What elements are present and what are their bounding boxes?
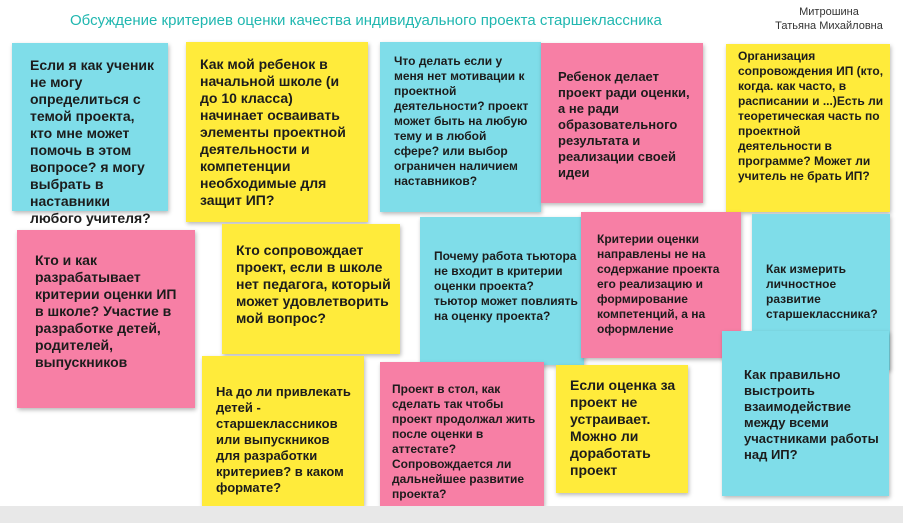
- sticky-note[interactable]: [581, 212, 741, 358]
- sticky-note-text: Критерии оценки направлены не на содержание проекта его реализацию и формирование компетенций, а на оформление: [597, 232, 720, 336]
- sticky-note-text: Если оценка за проект не устраивает. Можно ли доработать проект: [570, 377, 676, 478]
- sticky-note-text: Организация сопровождения ИП (кто, когда. как часто, в расписании и ...)Есть ли теоретическая часть по проектной деятельности в программе? Может ли учитель не брать ИП?: [738, 49, 884, 183]
- sticky-note-text: Как правильно выстроить взаимодействие между всеми участниками работы над ИП?: [744, 367, 879, 462]
- sticky-note-text: Проект в стол, как сделать так чтобы проект продолжал жить после оценки в аттестате? Сопровождается ли дальнейшее развитие проекта?: [392, 382, 536, 501]
- author-name: [768, 5, 890, 33]
- sticky-note[interactable]: [420, 217, 584, 365]
- sticky-note[interactable]: [556, 365, 688, 493]
- page-title: Обсуждение критериев оценки качества индивидуального проекта старшеклассника: [70, 12, 662, 29]
- sticky-note[interactable]: [380, 42, 541, 212]
- sticky-note-text: На до ли привлекать детей - старшеклассников или выпускников для разработки критериев? в каком формате?: [216, 384, 351, 495]
- sticky-note-text: Как измерить личностное развитие старшеклассника?: [766, 262, 878, 321]
- sticky-note[interactable]: [541, 43, 703, 203]
- sticky-note[interactable]: [186, 42, 368, 222]
- sticky-note[interactable]: [722, 331, 889, 496]
- sticky-note-text: Кто сопровождает проект, если в школе нет педагога, который может удовлетворить мой вопрос?: [236, 242, 391, 326]
- sticky-note[interactable]: [202, 356, 364, 506]
- sticky-note[interactable]: [222, 224, 400, 354]
- author-surname: Митрошина: [799, 6, 859, 18]
- sticky-note-text: Кто и как разрабатывает критерии оценки ИП в школе? Участие в разработке детей, родителей, выпускников: [35, 252, 177, 370]
- sticky-note[interactable]: [380, 362, 544, 506]
- sticky-note-text: Как мой ребенок в начальной школе (и до 10 класса) начинает осваивать элементы проектной деятельности и компетенции необходимые для защит ИП?: [200, 56, 346, 208]
- sticky-note[interactable]: [17, 230, 195, 408]
- sticky-note[interactable]: [726, 44, 890, 212]
- author-given-names: Татьяна Михайловна: [775, 20, 883, 32]
- sticky-note-text: Почему работа тьютора не входит в критерии оценки проекта? тьютор может повлиять на оценку проекта?: [434, 249, 578, 323]
- sticky-note[interactable]: [12, 43, 168, 226]
- sticky-note-text: Что делать если у меня нет мотивации к проектной деятельности? проект может быть на любую тему и в любой сфере? или выбор ограничен наличием наставников?: [394, 54, 529, 188]
- sticky-note-text: Ребенок делает проект ради оценки, а не ради образовательного результата и реализации своей идеи: [558, 69, 690, 180]
- sticky-note-text: Если я как ученик не могу определиться с темой проекта, кто мне может помочь в этом вопросе? я могу выбрать в наставники любого учителя?: [30, 57, 155, 226]
- bottom-bar: [0, 506, 903, 523]
